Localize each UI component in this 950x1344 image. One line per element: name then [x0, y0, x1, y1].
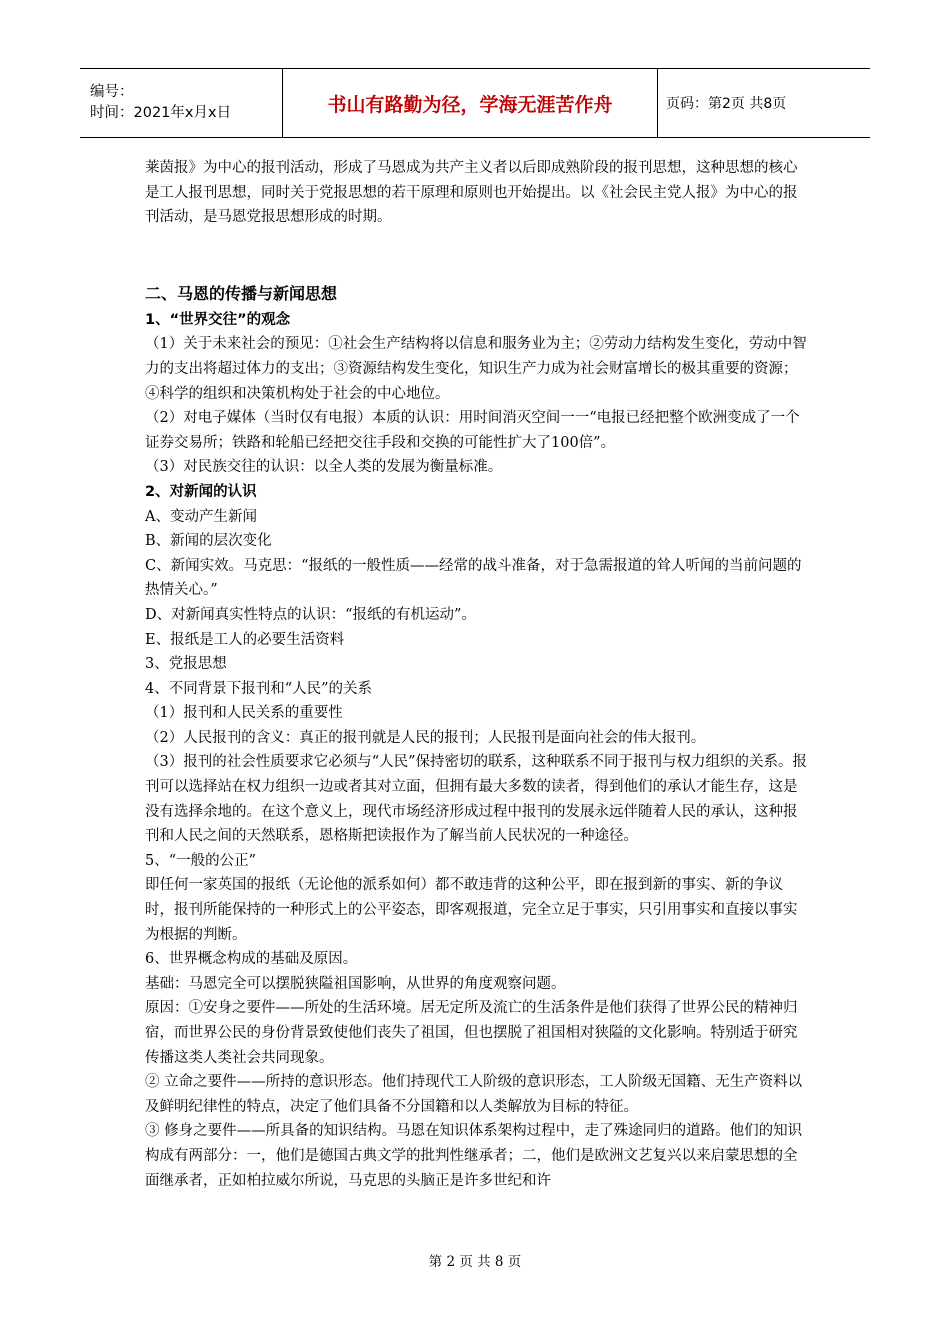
subsection-6-reason-2: ② 立命之要件——所持的意识形态。他们持现代工人阶级的意识形态，工人阶级无国籍、无生产资料以及鲜明纪律性的特点，决定了他们具备不分国籍和以人类解放为目标的特征。	[145, 1074, 803, 1115]
subsection-2-item-b: B、新闻的层次变化	[145, 533, 272, 550]
subsection-3-title: 3、党报思想	[145, 656, 227, 673]
document-body	[145, 156, 810, 1193]
section-title: 二、马恩的传播与新闻思想	[145, 283, 338, 303]
subsection-5-paragraph: 即任何一家英国的报纸（无论他的派系如何）都不敢违背的这种公平，即在报到新的事实、新的争议时，报刊所能保持的一种形式上的公平姿态，即客观报道，完全立足于事实，只引用事实和直接以事实为根据的判断。	[145, 877, 798, 943]
page-header	[80, 68, 870, 138]
subsection-2-item-e: E、报纸是工人的必要生活资料	[145, 631, 345, 648]
intro-paragraph: 莱茵报》为中心的报刊活动，形成了马恩成为共产主义者以后即成熟阶段的报刊思想，这种思想的核心是工人报刊思想，同时关于党报思想的若干原理和原则也开始提出。以《社会民主党人报》为中心的报刊活动，是马恩党报思想形成的时期。	[145, 160, 798, 226]
subsection-2-item-d: D、对新闻真实性特点的认识：“报纸的有机运动”。	[145, 606, 476, 623]
subsection-4-title: 4、不同背景下报刊和“人民”的关系	[145, 680, 373, 697]
subsection-1-item-2: （2）对电子媒体（当时仅有电报）本质的认识：用时间消灭空间一一“电报已经把整个欧洲变成了一个证券交易所；铁路和轮船已经把交往手段和交换的可能性扩大了100倍”。	[145, 410, 800, 451]
subsection-6-reason-3: ③ 修身之要件——所具备的知识结构。马恩在知识体系架构过程中，走了殊途同归的道路。他们的知识构成有两部分：一，他们是德国古典文学的批判性继承者；二，他们是欧洲文艺复兴以来启蒙思想的全面继承者，正如柏拉威尔所说，马克思的头脑正是许多世纪和许	[145, 1123, 803, 1189]
document-time-label: 时间：2021年x月x日	[90, 105, 232, 121]
subsection-1-title: 1、“世界交往”的观念	[145, 311, 291, 328]
subsection-4-item-3: （3）报刊的社会性质要求它必须与“人民”保持密切的联系，这种联系不同于报刊与权力组织的关系。报刊可以选择站在权力组织一边或者其对立面，但拥有最大多数的读者，得到他们的承认才能生存，这是没有选择余地的。在这个意义上，现代市场经济形成过程中报刊的发展永远伴随着人民的承认，这种报刊和人民之间的天然联系，恩格斯把读报作为了解当前人民状况的一种途径。	[145, 754, 808, 845]
subsection-6-title: 6、世界概念构成的基础及原因。	[145, 951, 358, 968]
subsection-4-item-1: （1）报刊和人民关系的重要性	[145, 705, 343, 722]
subsection-5-title: 5、“一般的公正”	[145, 852, 257, 869]
header-meta	[80, 69, 283, 137]
subsection-6-basis: 基础：马恩完全可以摆脱狭隘祖国影响，从世界的角度观察问题。	[145, 975, 566, 992]
subsection-2-item-c: C、新闻实效。马克思：“报纸的一般性质——经常的战斗准备，对于急需报道的耸人听闻的当前问题的热情关心。”	[145, 557, 802, 599]
subsection-6-reason-1: 原因：①安身之要件——所处的生活环境。居无定所及流亡的生活条件是他们获得了世界公民的精神归宿，而世界公民的身份背景致使他们丧失了祖国，但也摆脱了祖国相对狭隘的文化影响。特别适于研究传播这类人类社会共同现象。	[145, 1000, 798, 1066]
page-footer: 第 2 页 共 8 页	[428, 1254, 522, 1270]
section-gap	[145, 230, 810, 280]
subsection-1-item-1: （1）关于未来社会的预见：①社会生产结构将以信息和服务业为主；②劳动力结构发生变化，劳动中智力的支出将超过体力的支出；③资源结构发生变化，知识生产力成为社会财富增长的极其重要的资源；④科学的组织和决策机构处于社会的中心地位。	[145, 336, 807, 402]
header-page-info: 页码：第2页 共8页	[666, 96, 787, 112]
document-code-label: 编号：	[90, 84, 134, 100]
subsection-4-item-2: （2）人民报刊的含义：真正的报刊就是人民的报刊；人民报刊是面向社会的伟大报刊。	[145, 729, 706, 746]
header-motto: 书山有路勤为径，学海无涯苦作舟	[283, 69, 658, 137]
subsection-2-item-a: A、变动产生新闻	[145, 508, 257, 525]
subsection-1-item-3: （3）对民族交往的认识：以全人类的发展为衡量标准。	[145, 459, 503, 476]
subsection-2-title: 2、对新闻的认识	[145, 483, 257, 500]
